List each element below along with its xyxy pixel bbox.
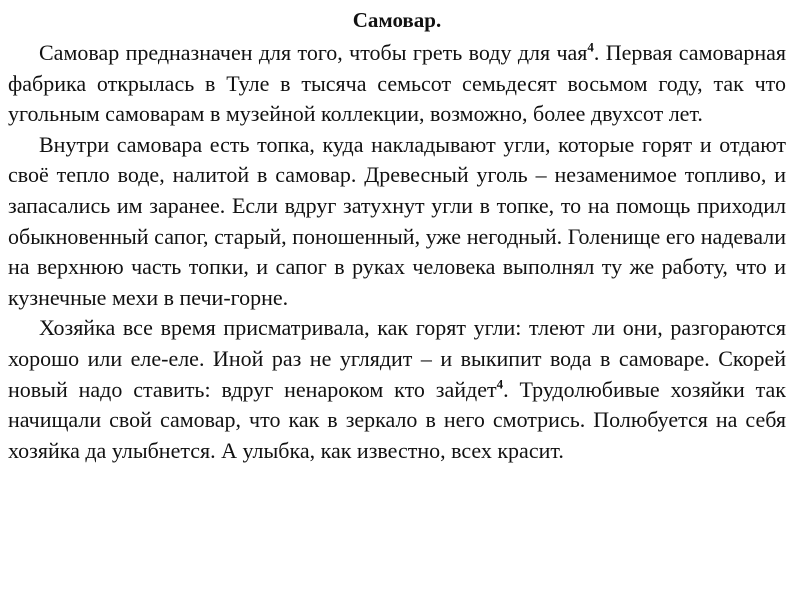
document-page xyxy=(8,4,786,466)
paragraph-2: Внутри самовара есть топка, куда накладывают угли, которые горят и отдают своё тепло воде, налитой в самовар. Древесный уголь – незаменимое топливо, и запасались им заранее. Если вдруг затухнут угли в топке, то на помощь приходил обыкновенный сапог, старый, поношенный, уже негодный. Голенище его надевали на верхнюю часть топки, и сапог в руках человека выполнял ту же работу, что и кузнечные мехи в печи-горне. xyxy=(8,131,786,310)
paragraph-3-text-start: Хозяйка все время присматривала, как горят угли: тлеют ли они, разгораются хорошо или еле-еле. Иной раз не углядит – и выкипит вода в самоваре. Скорей новый надо ставить: вдруг ненароком кто зайдет xyxy=(8,315,786,402)
paragraph-1-text-end: . Первая самоварная фабрика открылась в Туле в тысяча семьсот семьдесят восьмом году, так что угольным самоварам в музейной коллекции, возможно, более двухсот лет. xyxy=(8,40,787,127)
paragraph-3-text-end: . Трудолюбивые хозяйки так начищали свой самовар, что как в зеркало в него смотрись. Полюбуется на себя хозяйка да улыбнется. А улыбка, как известно, всех красит. xyxy=(8,376,786,463)
document-title: Самовар. xyxy=(352,8,442,32)
footnote-marker: 4 xyxy=(496,376,504,392)
paragraph-3 xyxy=(8,313,786,466)
paragraph-1 xyxy=(8,38,786,130)
paragraph-1-text-start: Самовар предназначен для того, чтобы греть воду для чая xyxy=(39,40,588,65)
footnote-marker: 4 xyxy=(587,39,594,55)
